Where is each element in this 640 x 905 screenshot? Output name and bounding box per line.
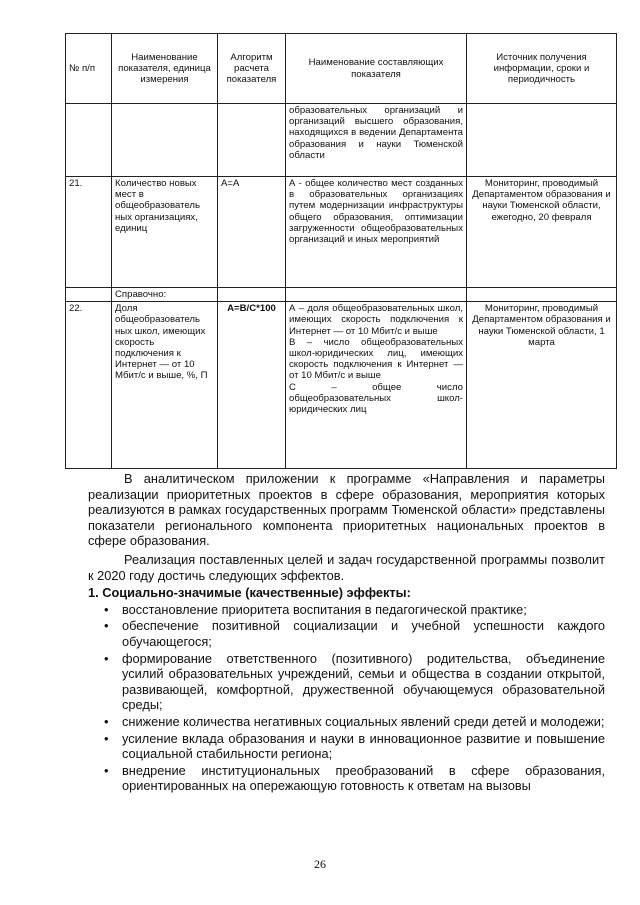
- header-source: Источник получения информации, сроки и периодичность: [467, 34, 617, 104]
- cell-reference-label: Справочно:: [112, 288, 218, 302]
- cell-empty: [467, 104, 617, 177]
- cell-empty: [286, 288, 467, 302]
- bullet-icon: •: [104, 601, 109, 617]
- cell-components: А - общее количество мест созданных в образовательных организациях путем модернизации инфраструктуры общего образования, оптимизации загруженности общеобразовательных организаций и иных мероприятий: [286, 177, 467, 288]
- list-item: [88, 763, 605, 794]
- cell-empty: [112, 104, 218, 177]
- cell-empty: [218, 104, 286, 177]
- component-a: А – доля общеобразовательных школ, имеющих скорость подключения к Интернет — от 10 Мбит/с и выше: [289, 303, 463, 337]
- cell-source: Мониторинг, проводимый Департаментом образования и науки Тюменской области, 1 марта: [467, 302, 617, 469]
- effects-list: [88, 602, 605, 794]
- header-number: № п/п: [66, 34, 112, 104]
- cell-empty: [66, 104, 112, 177]
- indicators-table: [65, 33, 617, 469]
- list-item: [88, 651, 605, 713]
- table-row: [66, 302, 617, 469]
- list-item-text: внедрение институциональных преобразований в сфере образования, ориентированных на опережающую готовность к ответам на вызовы: [122, 762, 605, 794]
- cell-number: 22.: [66, 302, 112, 469]
- cell-source: Мониторинг, проводимый Департаментом образования и науки Тюменской области, ежегодно, 20 февраля: [467, 177, 617, 288]
- component-c: С – общее число общеобразовательных школ-юридических лиц: [289, 381, 463, 416]
- bullet-icon: •: [104, 762, 109, 778]
- paragraph-analytic-appendix: В аналитическом приложении к программе «Направления и параметры реализации приоритетных проектов в сфере образования, мероприятия которых реализуются в рамках государственных программ Тюменской области» представлены показатели регионального компонента приоритетных национальных проектов в сфере образования.: [88, 471, 605, 549]
- header-indicator-name: Наименование показателя, единица измерения: [112, 34, 218, 104]
- body-text: [88, 471, 605, 795]
- bullet-icon: •: [104, 713, 109, 729]
- list-item-text: снижение количества негативных социальных явлений среди детей и молодежи;: [122, 713, 605, 729]
- table-row: [66, 288, 617, 302]
- cell-empty: [218, 288, 286, 302]
- section-heading: 1. Социально-значимые (качественные) эффекты:: [88, 585, 411, 601]
- component-b: В – число общеобразовательных школ-юридических лиц, имеющих скорость подключения к Интернет — от 10 Мбит/с и выше: [289, 336, 463, 382]
- table-row: [66, 104, 617, 177]
- bullet-icon: •: [104, 650, 109, 666]
- cell-algorithm: А=В/С*100: [218, 302, 286, 469]
- list-item: [88, 731, 605, 762]
- paragraph-program-effects: Реализация поставленных целей и задач государственной программы позволит к 2020 году достичь следующих эффектов.: [88, 551, 605, 583]
- indicators-table-container: [65, 33, 616, 469]
- cell-empty: [66, 288, 112, 302]
- list-item: [88, 714, 605, 730]
- header-components: Наименование составляющих показателя: [286, 34, 467, 104]
- list-item-text: усиление вклада образования и науки в инновационное развитие и повышение социальной стабильности региона;: [122, 730, 605, 762]
- bullet-icon: •: [104, 618, 109, 634]
- table-row: [66, 177, 617, 288]
- cell-number: 21.: [66, 177, 112, 288]
- table-header-row: [66, 34, 617, 104]
- bullet-icon: •: [104, 730, 109, 746]
- page-number: 26: [314, 857, 326, 871]
- list-item-text: формирование ответственного (позитивного) родительства, объединение усилий образовательных учреждений, семьи и общества в создании открытой, развивающей, комфортной, дружественной обучающемуся образовательной среды;: [122, 650, 605, 713]
- cell-indicator-name: Доля общеобразователь ных школ, имеющих скорость подключения к Интернет — от 10 Мбит/с и выше, %, П: [112, 302, 218, 469]
- list-item-text: обеспечение позитивной социализации и учебной успешности каждого обучающегося;: [122, 618, 605, 649]
- cell-algorithm: А=А: [218, 177, 286, 288]
- cell-components: [286, 302, 467, 469]
- cell-empty: [467, 288, 617, 302]
- header-algorithm: Алгоритм расчета показателя: [218, 34, 286, 104]
- cell-indicator-name: Количество новых мест в общеобразователь ных организациях, единиц: [112, 177, 218, 288]
- list-item: [88, 602, 605, 618]
- list-item-text: восстановление приоритета воспитания в педагогической практике;: [122, 601, 527, 617]
- cell-components: образовательных организаций и организаций высшего образования, находящихся в ведении Департамента образования и науки Тюменской области: [286, 104, 467, 177]
- list-item: [88, 618, 605, 649]
